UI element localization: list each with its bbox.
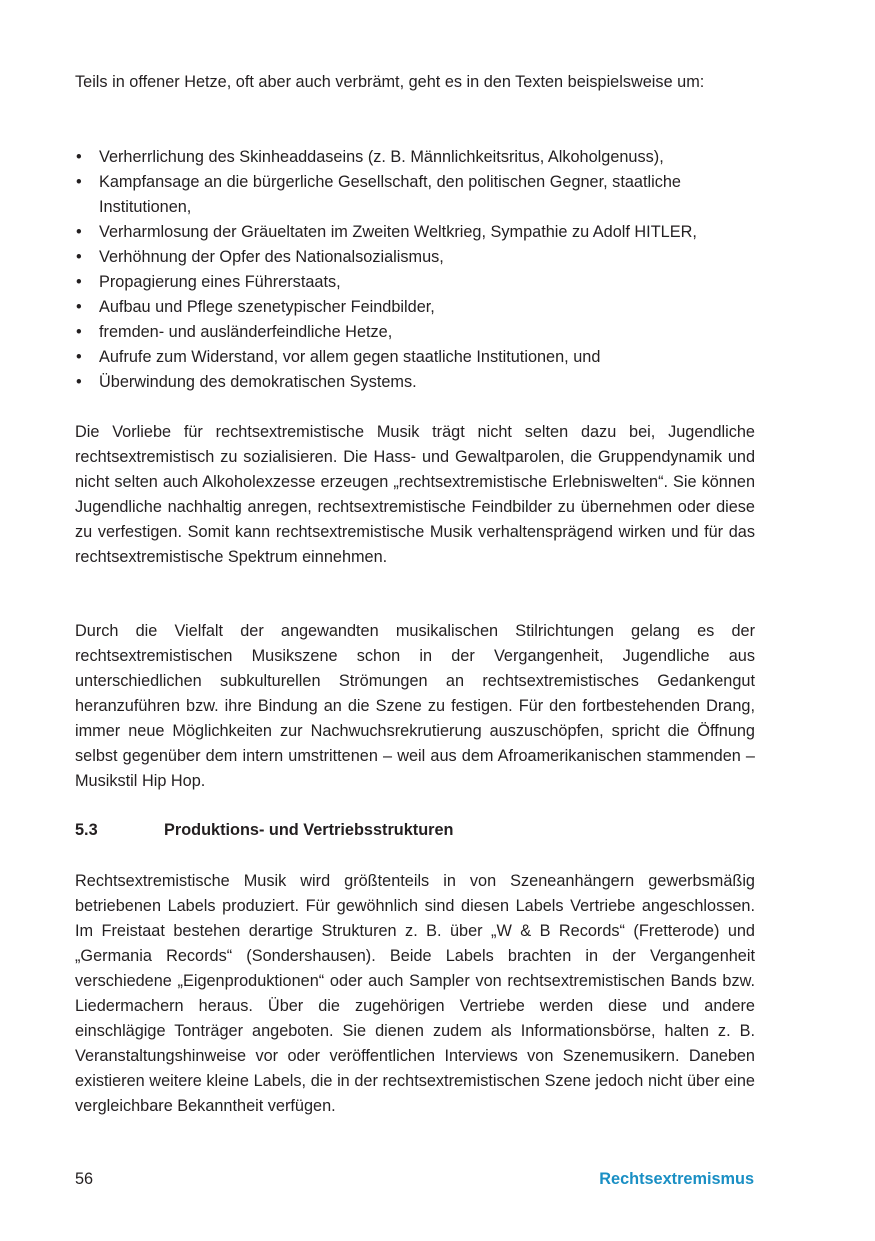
section-heading (75, 818, 454, 843)
bullet-icon: • (76, 323, 82, 341)
list-item: • Verharmlosung der Gräueltaten im Zweiten Weltkrieg, Sympathie zu Adolf HITLER, (75, 220, 765, 245)
list-item: • Propagierung eines Führerstaats, (75, 270, 765, 295)
bullet-icon: • (76, 298, 82, 316)
bullet-icon: • (76, 148, 82, 166)
list-item: • fremden- und ausländerfeindliche Hetze, (75, 320, 765, 345)
bullet-icon: • (76, 373, 82, 391)
bullet-list (75, 145, 765, 395)
list-item: • Aufbau und Pflege szenetypischer Feindbilder, (75, 295, 765, 320)
list-item: • Aufrufe zum Widerstand, vor allem gegen staatliche Institutionen, und (75, 345, 765, 370)
bullet-icon: • (76, 273, 82, 291)
list-item: • Verhöhnung der Opfer des Nationalsozialismus, (75, 245, 765, 270)
bullet-icon: • (76, 348, 82, 366)
bullet-icon: • (76, 248, 82, 266)
section-number: 5.3 (75, 821, 98, 839)
list-item: • Überwindung des demokratischen Systems. (75, 370, 765, 395)
intro-paragraph: Teils in offener Hetze, oft aber auch verbrämt, geht es in den Texten beispielsweise um: (75, 73, 705, 91)
paragraph-music-styles: Durch die Vielfalt der angewandten musikalischen Stilrichtungen gelang es der rechtsextremistischen Musikszene schon in der Vergangenheit, Jugendliche aus unterschiedlichen subkulturellen Strömungen an rechtsextremistisches Gedankengut heranzuführen bzw. ihre Bindung an die Szene zu festigen. Für den fortbestehenden Drang, immer neue Möglichkeiten zur Nachwuchsrekrutierung auszuschöpfen, spricht die Öffnung selbst gegenüber dem intern umstrittenen – weil aus dem Afroamerikanischen stammenden – Musikstil Hip Hop. (75, 622, 755, 790)
paragraph-production-structures: Rechtsextremistische Musik wird größtenteils in von Szeneanhängern gewerbsmäßig betriebenen Labels produziert. Für gewöhnlich sind diesen Labels Vertriebe angeschlossen. Im Freistaat bestehen derartige Strukturen z. B. über „W & B Records“ (Fretterode) und „Germania Records“ (Sondershausen). Beide Labels brachten in der Vergangenheit verschiedene „Eigenproduktionen“ oder auch Sampler von rechtsextremistischen Bands bzw. Liedermachern heraus. Über die zugehörigen Vertriebe werden diese und andere einschlägige Tonträger angeboten. Sie dienen zudem als Informationsbörse, halten z. B. Veranstaltungshinweise vor oder veröffentlichen Interviews von Szenemusikern. Daneben existieren weitere kleine Labels, die in der rechtsextremistischen Szene jedoch nicht über eine vergleichbare Bekanntheit verfügen. (75, 872, 755, 1115)
paragraph-music-preference: Die Vorliebe für rechtsextremistische Musik trägt nicht selten dazu bei, Jugendliche rechtsextremistisch zu sozialisieren. Die Hass- und Gewaltparolen, die Gruppendynamik und nicht selten auch Alkoholexzesse erzeugen „rechtsextremistische Erlebniswelten“. Sie können Jugendliche nachhaltig anregen, rechtsextremistische Feindbilder zu übernehmen oder diese zu verfestigen. Somit kann rechtsextremistische Musik verhaltensprägend wirken und für das rechtsextremistische Spektrum einnehmen. (75, 423, 755, 566)
bullet-icon: • (76, 223, 82, 241)
footer-title: Rechtsextremismus (599, 1170, 754, 1188)
page-number: 56 (75, 1170, 94, 1188)
section-title: Produktions- und Vertriebsstrukturen (164, 821, 454, 839)
bullet-icon: • (76, 173, 82, 191)
list-item: • Kampfansage an die bürgerliche Gesellschaft, den politischen Gegner, staatliche Institutionen, (75, 170, 765, 220)
list-item: • Verherrlichung des Skinheaddaseins (z. B. Männlichkeitsritus, Alkoholgenuss), (75, 145, 765, 170)
